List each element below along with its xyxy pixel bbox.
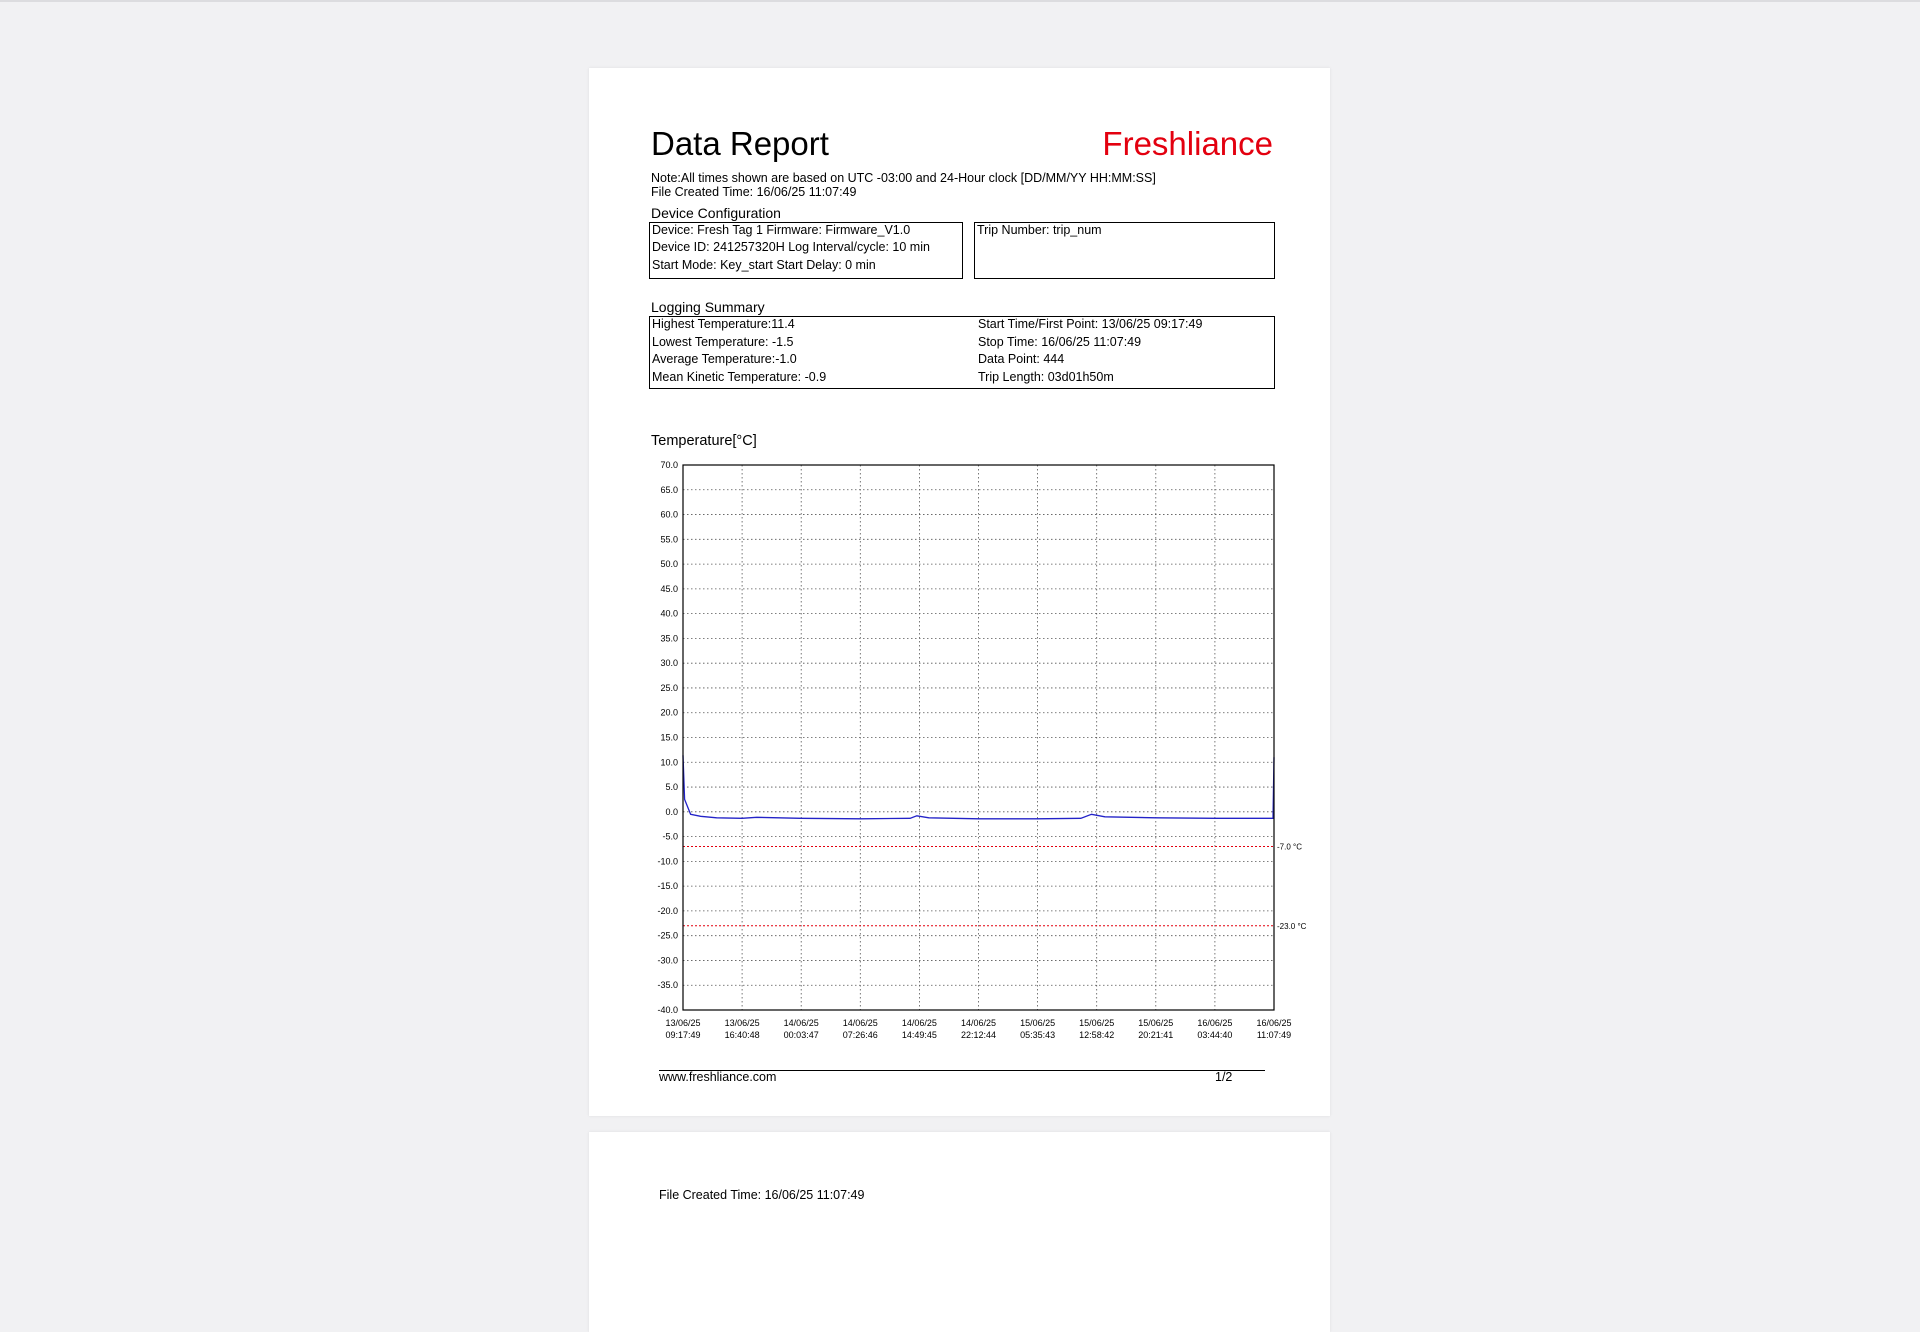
x-tick-time: 12:58:42 xyxy=(1079,1030,1115,1040)
x-tick-time: 11:07:49 xyxy=(1256,1030,1292,1040)
y-tick-label: 25.0 xyxy=(660,682,678,693)
y-tick-label: 70.0 xyxy=(660,460,678,470)
time-zone-note: Note:All times shown are based on UTC -03:00 and 24-Hour clock [DD/MM/YY HH:MM:SS] xyxy=(651,171,1156,185)
summary-stop-time: Stop Time: 16/06/25 11:07:49 xyxy=(978,335,1142,349)
x-tick-time: 00:03:47 xyxy=(783,1030,819,1040)
y-tick-label: -10.0 xyxy=(657,856,678,867)
y-tick-label: 5.0 xyxy=(665,782,678,793)
summary-highest: Highest Temperature:11.4 xyxy=(652,317,795,331)
y-tick-label: 45.0 xyxy=(660,583,678,594)
y-tick-label: -25.0 xyxy=(657,930,678,941)
brand-logo-text: Freshliance xyxy=(1102,125,1273,162)
x-tick-date: 16/06/25 xyxy=(1197,1018,1233,1028)
chart-title: Temperature[°C] xyxy=(651,433,757,449)
logging-summary-heading: Logging Summary xyxy=(651,299,765,315)
x-tick-time: 07:26:46 xyxy=(842,1030,878,1040)
x-tick-time: 22:12:44 xyxy=(960,1030,997,1040)
y-tick-label: 50.0 xyxy=(660,559,678,570)
device-config-line: Device: Fresh Tag 1 Firmware: Firmware_V1.0 xyxy=(652,223,911,237)
report-page-1 xyxy=(589,68,1330,1116)
y-tick-label: 65.0 xyxy=(660,484,678,495)
y-tick-label: 15.0 xyxy=(660,732,678,743)
page2-file-created-time: File Created Time: 16/06/25 11:07:49 xyxy=(659,1188,865,1202)
page-number: 1/2 xyxy=(1215,1070,1233,1084)
y-tick-label: 55.0 xyxy=(660,534,678,545)
y-tick-label: 35.0 xyxy=(660,633,678,644)
y-tick-label: -20.0 xyxy=(657,905,678,916)
x-tick-date: 14/06/25 xyxy=(960,1018,997,1028)
y-tick-label: -15.0 xyxy=(657,881,678,892)
y-tick-label: -5.0 xyxy=(662,831,678,842)
x-tick-date: 15/06/25 xyxy=(1020,1018,1056,1028)
device-configuration-heading: Device Configuration xyxy=(651,205,781,221)
x-tick-date: 15/06/25 xyxy=(1079,1018,1115,1028)
x-tick-time: 03:44:40 xyxy=(1197,1030,1233,1040)
y-tick-label: -35.0 xyxy=(657,980,678,991)
device-config-line: Start Mode: Key_start Start Delay: 0 min xyxy=(652,258,876,272)
x-tick-date: 13/06/25 xyxy=(665,1018,701,1028)
device-config-line: Device ID: 241257320H Log Interval/cycle: 10 min xyxy=(652,240,930,254)
x-tick-date: 16/06/25 xyxy=(1256,1018,1292,1028)
summary-mkt: Mean Kinetic Temperature: -0.9 xyxy=(652,370,827,384)
y-tick-label: 0.0 xyxy=(665,806,678,817)
summary-data-points: Data Point: 444 xyxy=(978,352,1065,366)
temperature-chart xyxy=(589,68,1330,1068)
x-tick-time: 09:17:49 xyxy=(665,1030,701,1040)
x-tick-date: 14/06/25 xyxy=(783,1018,819,1028)
viewer-top-border xyxy=(0,0,1920,2)
summary-trip-length: Trip Length: 03d01h50m xyxy=(978,370,1114,384)
trip-number: Trip Number: trip_num xyxy=(977,223,1102,237)
y-tick-label: 10.0 xyxy=(660,757,678,768)
x-tick-date: 15/06/25 xyxy=(1138,1018,1174,1028)
footer-url: www.freshliance.com xyxy=(659,1070,777,1084)
x-tick-date: 14/06/25 xyxy=(901,1018,937,1028)
limit-label: -7.0 °C xyxy=(1277,842,1302,852)
x-tick-time: 20:21:41 xyxy=(1138,1030,1174,1040)
summary-average: Average Temperature:-1.0 xyxy=(652,352,797,366)
x-tick-time: 14:49:45 xyxy=(901,1030,937,1040)
y-tick-label: 20.0 xyxy=(660,707,678,718)
x-tick-time: 16:40:48 xyxy=(724,1030,760,1040)
report-page-2 xyxy=(589,1132,1330,1332)
y-tick-label: 60.0 xyxy=(660,509,678,520)
report-title: Data Report xyxy=(651,125,829,162)
x-tick-date: 13/06/25 xyxy=(724,1018,760,1028)
y-tick-label: 40.0 xyxy=(660,608,678,619)
y-tick-label: -40.0 xyxy=(657,1005,678,1015)
summary-start-time: Start Time/First Point: 13/06/25 09:17:49 xyxy=(978,317,1203,331)
y-tick-label: -30.0 xyxy=(657,955,678,966)
file-created-time: File Created Time: 16/06/25 11:07:49 xyxy=(651,185,857,199)
summary-lowest: Lowest Temperature: -1.5 xyxy=(652,335,794,349)
limit-label: -23.0 °C xyxy=(1277,921,1307,931)
x-tick-date: 14/06/25 xyxy=(842,1018,878,1028)
x-tick-time: 05:35:43 xyxy=(1020,1030,1056,1040)
y-tick-label: 30.0 xyxy=(660,658,678,669)
